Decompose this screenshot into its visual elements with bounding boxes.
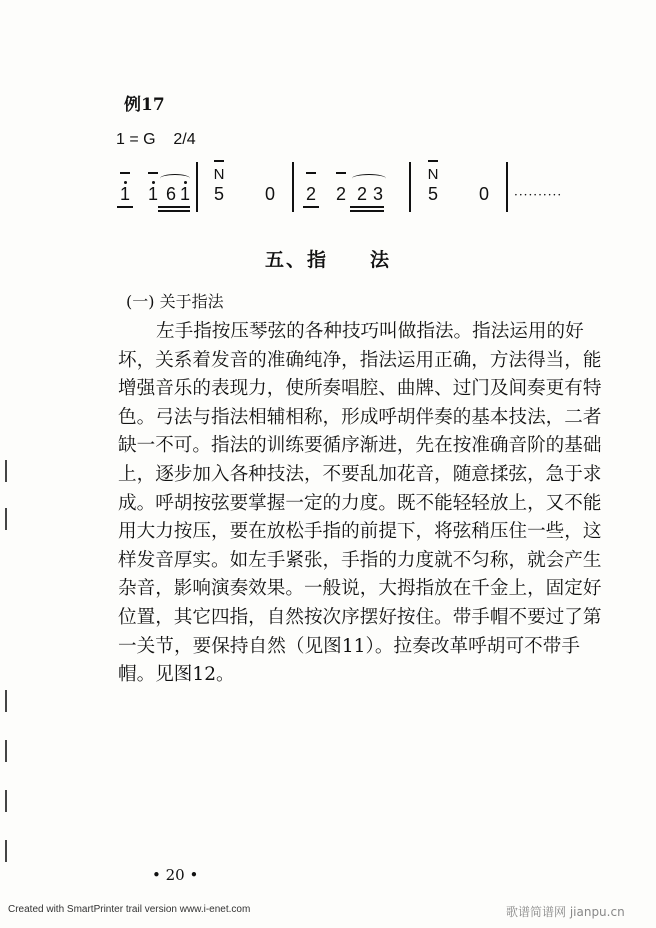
note-mark: N [427,166,439,183]
bow-mark [306,172,316,174]
watermark: 歌谱简谱网 jianpu.cn [506,905,625,919]
note: 1 [179,184,190,204]
key: 1 = G [116,131,156,148]
paragraph-line: 成。呼胡按弦要掌握一定的力度。既不能轻轻放上，又不能 [118,492,602,514]
slur [352,174,386,183]
bow-mark [214,160,224,162]
octave-dot [124,181,127,184]
page-number: • 20 • [152,866,199,884]
scan-edge-mark [5,508,7,530]
bow-mark [120,172,130,174]
bar-line [292,162,294,212]
note: 0 [264,184,275,204]
paragraph-line: 坏，关系着发音的准确纯净，指法运用正确，方法得当，能 [118,349,602,371]
scan-edge-mark [5,740,7,762]
paragraph-line: 帽。见图12。 [118,664,235,686]
paragraph-line: 位置，其它四指，自然按次序摆好按住。带手帽不要过了第 [118,606,602,628]
paragraph-line: 一关节，要保持自然（见图11）。拉奏改革呼胡可不带手 [118,635,580,657]
note: 1 [147,184,158,204]
key-signature [116,131,196,149]
note-mark: N [213,166,225,183]
bar-line [409,162,411,212]
note: 6 [165,184,176,204]
note: 3 [372,184,383,204]
bar-line [506,162,508,212]
paragraph-line: 样发音厚实。如左手紧张，手指的力度就不匀称，就会产生 [118,549,602,571]
subsection-title: (一) 关于指法 [126,292,224,311]
note: 0 [478,184,489,204]
underline [158,206,190,208]
underline [158,210,190,212]
note: 2 [356,184,367,204]
underline [303,206,319,208]
note: 1 [119,184,130,204]
note: 5 [427,184,438,204]
scan-edge-mark [5,840,7,862]
octave-dot [152,181,155,184]
example-label: 例17 [124,95,165,115]
continuation-dots: ·········· [514,188,563,202]
note: 2 [305,184,316,204]
note: 5 [213,184,224,204]
note: 2 [335,184,346,204]
scan-edge-mark [5,690,7,712]
section-title: 五、指 法 [264,249,391,271]
time-signature: 2/4 [173,131,196,148]
slur [160,174,190,183]
paragraph-line: 左手指按压琴弦的各种技巧叫做指法。指法运用的好 [156,321,584,342]
paragraph-line: 增强音乐的表现力，使所奏唱腔、曲牌、过门及间奏更有特 [118,378,602,400]
bow-mark [428,160,438,162]
underline [350,210,384,212]
underline [350,206,384,208]
paragraph-line: 用大力按压，要在放松手指的前提下，将弦稍压住一些，这 [118,521,602,543]
bow-mark [336,172,346,174]
underline [117,206,133,208]
bar-line [196,162,198,212]
paragraph-line: 色。弓法与指法相辅相称，形成呼胡伴奏的基本技法，二者 [118,406,602,428]
scan-edge-mark [5,460,7,482]
paragraph-line: 缺一不可。指法的训练要循序渐进，先在按准确音阶的基础 [118,435,602,457]
scan-edge-mark [5,790,7,812]
paragraph-line: 上，逐步加入各种技法，不要乱加花音，随意揉弦，急于求 [118,463,602,485]
footer-text: Created with SmartPrinter trail version www.i-enet.com [8,904,251,915]
paragraph-line: 杂音，影响演奏效果。一般说，大拇指放在千金上，固定好 [118,578,602,600]
body-paragraph [118,318,602,690]
bow-mark [148,172,158,174]
